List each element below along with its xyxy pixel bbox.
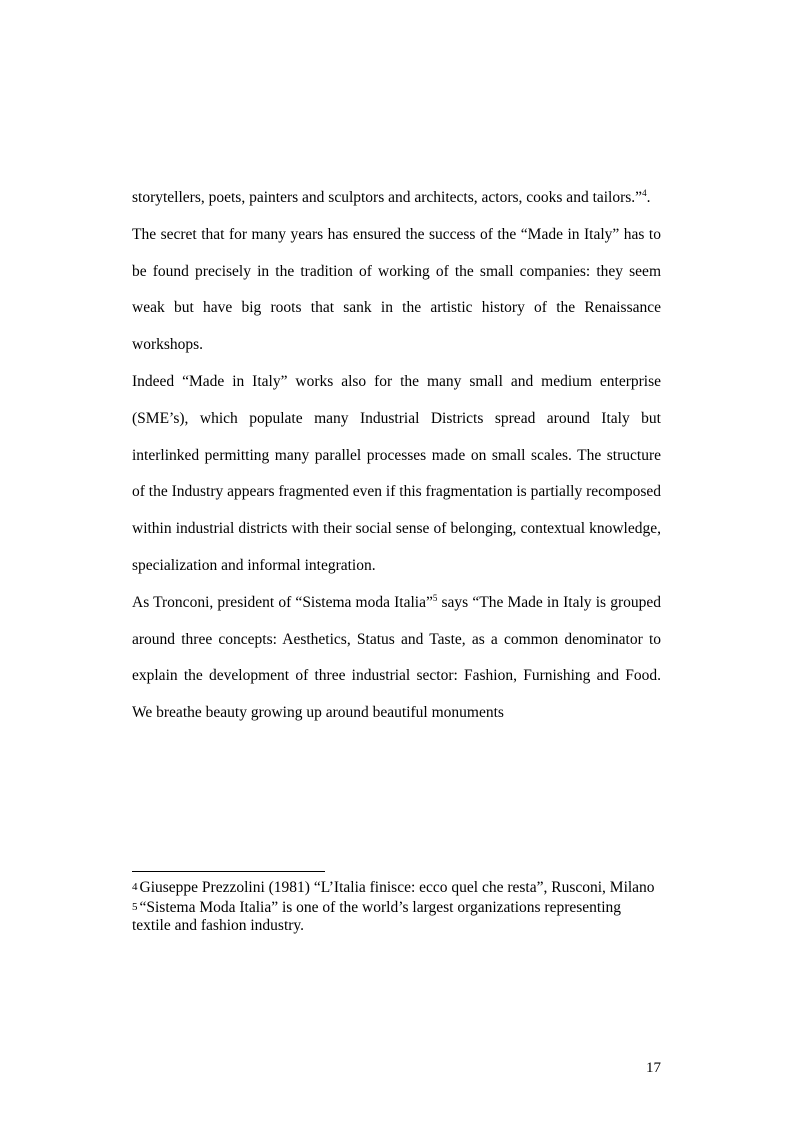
paragraph-1-end: .: [646, 189, 651, 206]
paragraph-1-text: storytellers, poets, painters and sculptors and architects, actors, cooks and tailors.”: [132, 189, 643, 206]
paragraph-1: [132, 180, 661, 217]
body-text: [132, 180, 661, 732]
footnote-separator: [132, 871, 325, 872]
paragraph-2: The secret that for many years has ensured the success of the “Made in Italy” has to be found precisely in the tradition of working of the small companies: they seem weak but have big roots that sank in the artistic history of the Renaissance workshops.: [132, 225, 661, 354]
paragraph-4-rest: says “The Made in Italy is grouped around three concepts: Aesthetics, Status and Taste, as a common denominator to explain the development of three industrial sector: Fashion, Furnishing and Food. We breathe beauty growing up around beautiful monuments: [132, 593, 661, 722]
footnote-text: “Sistema Moda Italia” is one of the world’s largest organizations representing textile and fashion industry.: [132, 898, 622, 934]
footnote-mark: 4: [132, 881, 138, 893]
paragraph-3: Indeed “Made in Italy” works also for the many small and medium enterprise (SME’s), which populate many Industrial Districts spread around Italy but interlinked permitting many parallel processes made on small scales. The structure of the Industry appears fragmented even if this fragmentation is partially recomposed within industrial districts with their social sense of belonging, contextual knowledge, specialization and informal integration.: [132, 372, 661, 574]
footnote-reference-5[interactable]: 5: [432, 592, 438, 603]
page-number: 17: [646, 1060, 661, 1076]
footnote-5: [132, 898, 661, 936]
footnotes: [132, 878, 661, 936]
footnote-mark: 5: [132, 900, 138, 913]
footnote-4: [132, 878, 661, 898]
paragraph-4-start: As Tronconi, president of “Sistema moda Italia”: [132, 593, 433, 611]
footnote-reference-4[interactable]: 4: [642, 188, 647, 198]
footnote-text: Giuseppe Prezzolini (1981) “L’Italia finisce: ecco quel che resta”, Rusconi, Milano: [139, 879, 655, 896]
paragraph-4: [132, 585, 661, 732]
